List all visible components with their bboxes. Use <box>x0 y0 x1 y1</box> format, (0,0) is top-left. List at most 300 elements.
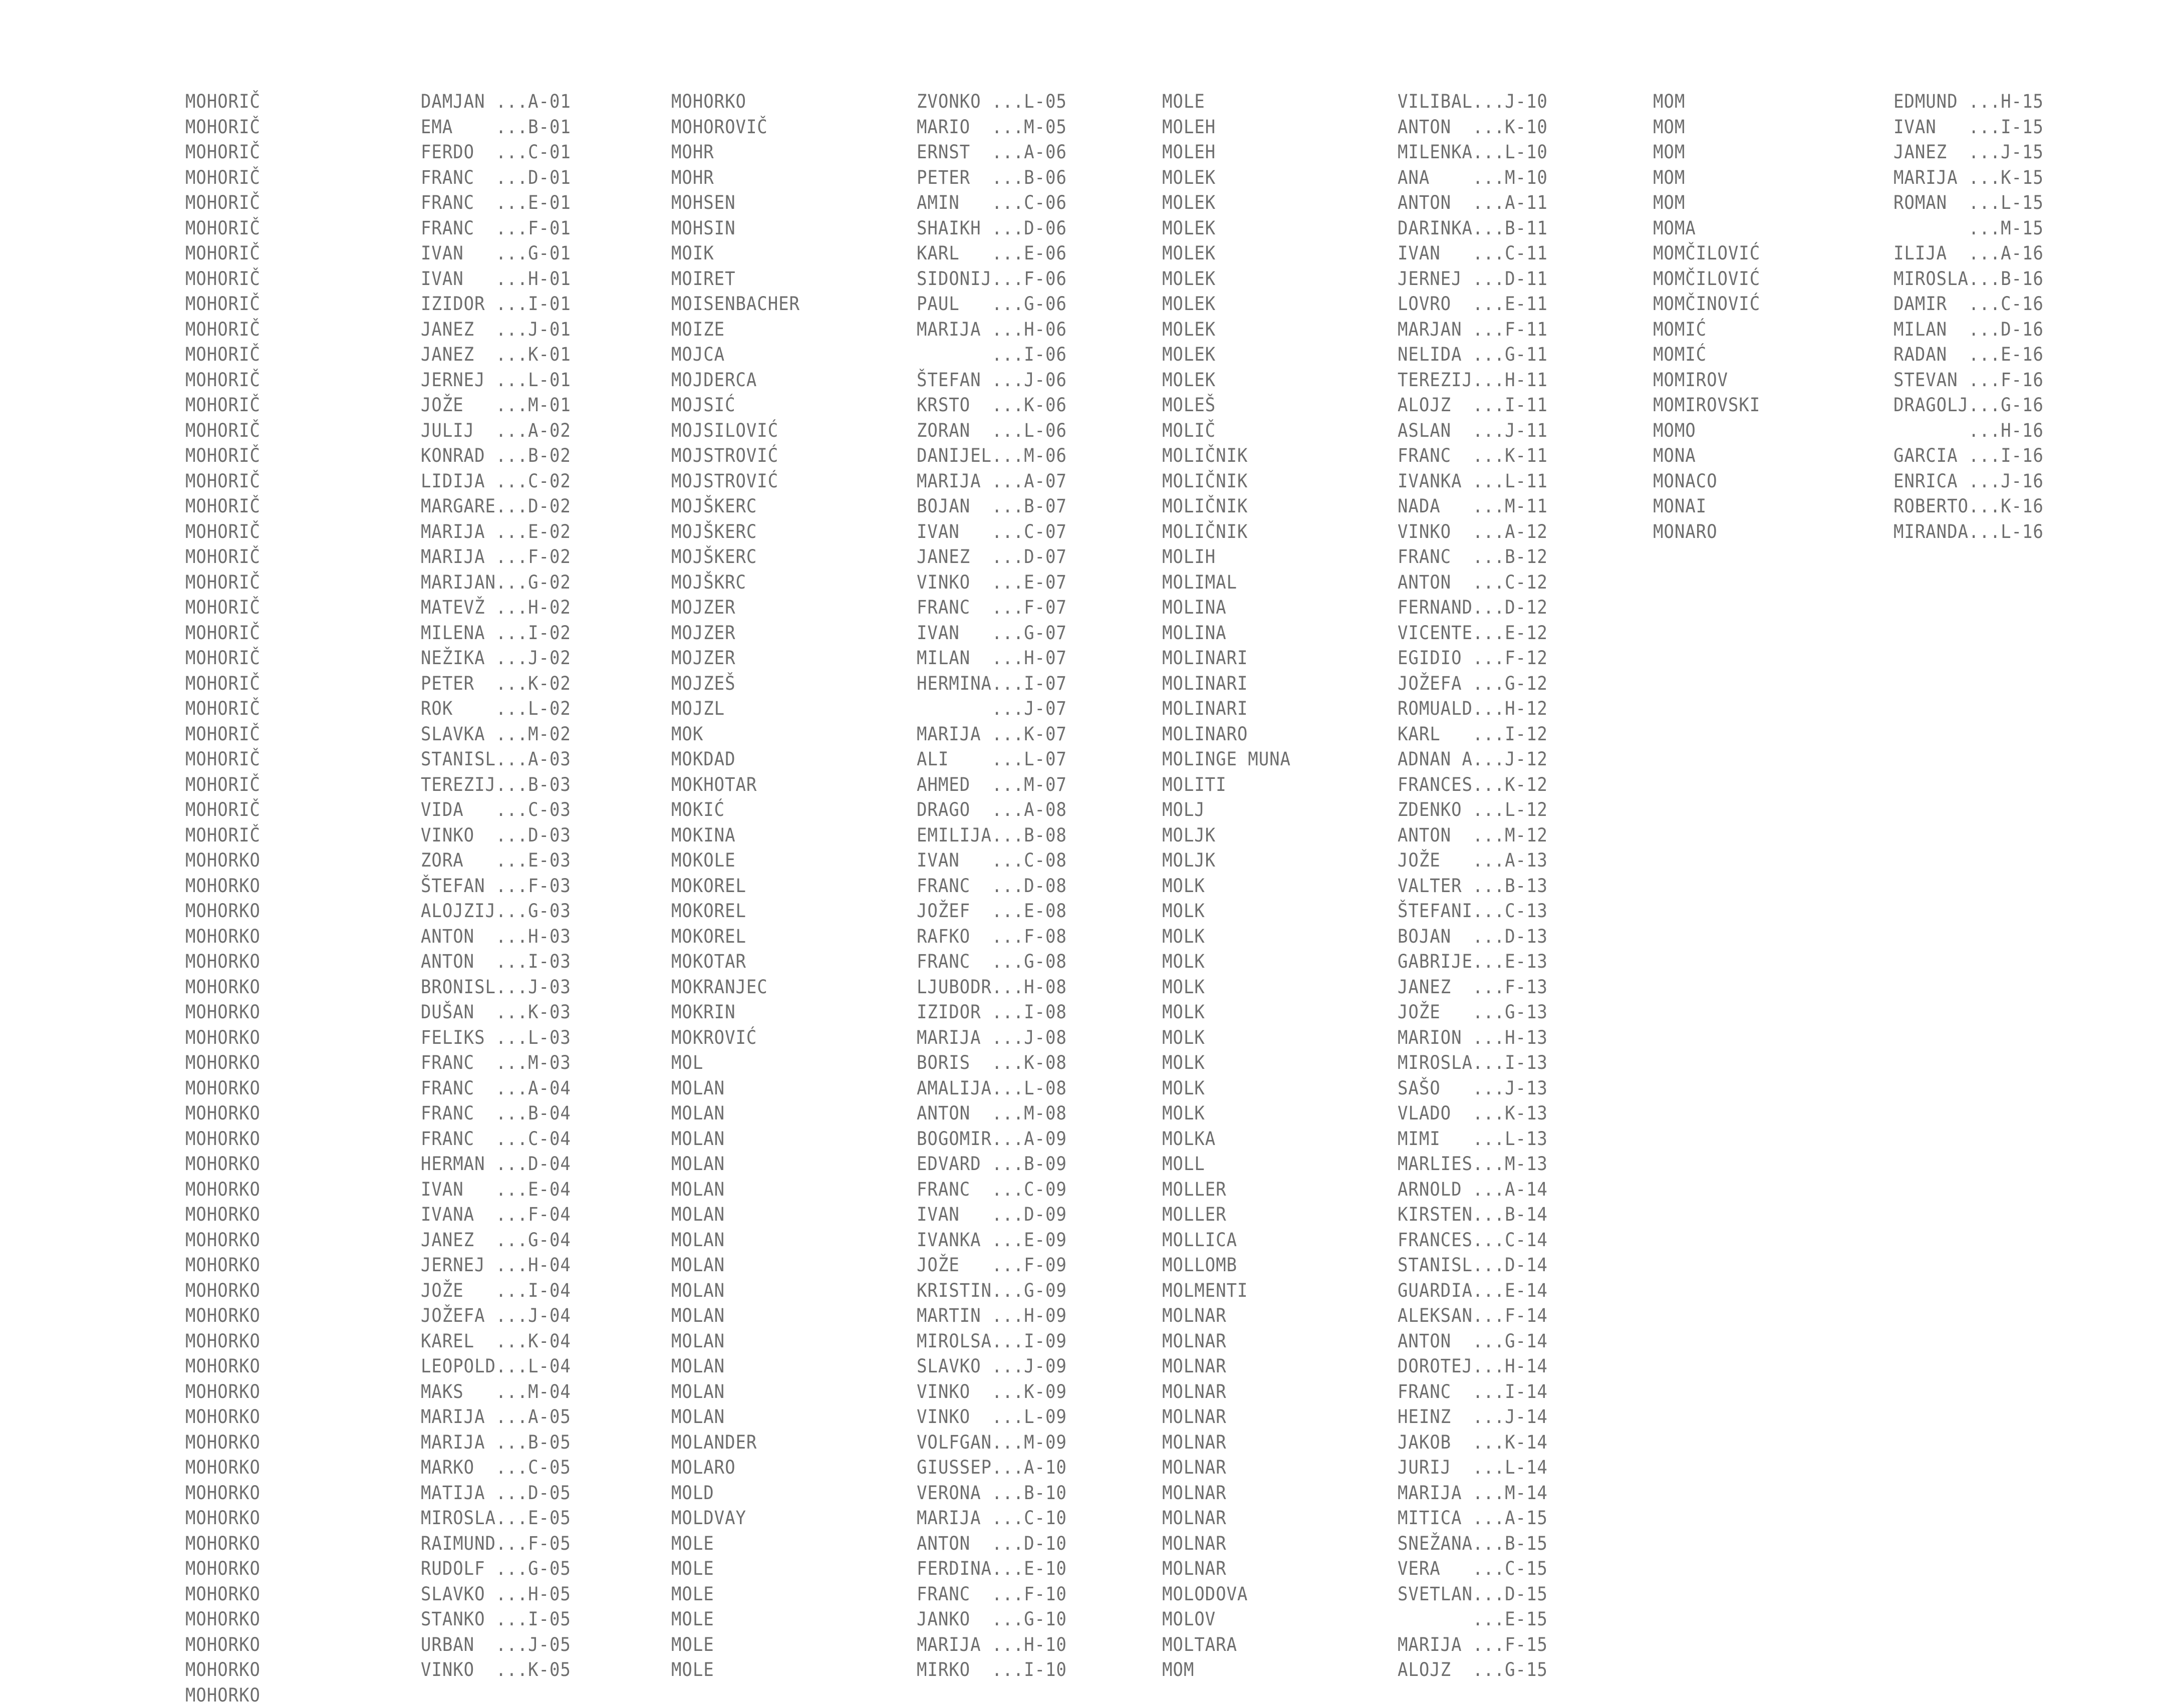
list-item: MOLIH <box>1162 544 1291 570</box>
list-item: JANEZ ...J-15 <box>1893 140 2044 165</box>
list-item: MOLAN <box>671 1278 800 1304</box>
list-item: ALI ...L-07 <box>917 747 1067 772</box>
list-item: MOJZEŠ <box>671 671 800 697</box>
list-item: JAKOB ...K-14 <box>1398 1430 1548 1456</box>
list-item: ANTON ...G-14 <box>1398 1329 1548 1354</box>
list-item: MARLIES...M-13 <box>1398 1152 1548 1177</box>
list-item: MOLE <box>671 1556 800 1582</box>
list-item: FERDINA...E-10 <box>917 1556 1067 1582</box>
list-item: MOLLICA <box>1162 1228 1291 1253</box>
list-item: MOLARO <box>671 1455 800 1481</box>
list-item: MOKOTAR <box>671 949 800 975</box>
list-item: MOKOREL <box>671 874 800 899</box>
list-item: MOM <box>1653 140 1760 165</box>
list-item: MOLK <box>1162 1076 1291 1101</box>
list-item: NEŽIKA ...J-02 <box>421 646 571 671</box>
list-item: MOHORKO <box>185 1278 260 1304</box>
list-item: EDMUND ...H-15 <box>1893 89 2044 115</box>
list-item: JOŽEFA ...G-12 <box>1398 671 1548 697</box>
list-item: DANIJEL...M-06 <box>917 443 1067 469</box>
list-item: MOHORKO <box>185 949 260 975</box>
list-item: FRANC ...A-04 <box>421 1076 571 1101</box>
list-item: JANEZ ...K-01 <box>421 342 571 368</box>
list-item: MOHORKO <box>185 1506 260 1531</box>
list-item: MOHORKO <box>185 1455 260 1481</box>
list-item: MOHORKO <box>185 975 260 1000</box>
list-item: MILENA ...I-02 <box>421 621 571 646</box>
list-item: MOHORKO <box>185 1657 260 1683</box>
given-name-column-1 <box>421 89 584 1683</box>
list-item: ANTON ...A-11 <box>1398 190 1548 216</box>
list-item: MARIJA ...K-07 <box>917 722 1067 747</box>
list-item: ZDENKO ...L-12 <box>1398 797 1548 823</box>
list-item: IVAN ...C-07 <box>917 519 1067 545</box>
list-item: MOM <box>1653 165 1760 191</box>
list-item: MARIJA ...M-14 <box>1398 1481 1548 1506</box>
list-item: FRANC ...F-01 <box>421 216 571 241</box>
list-item: HEINZ ...J-14 <box>1398 1404 1548 1430</box>
list-item: MARIJA ...H-10 <box>917 1632 1067 1658</box>
list-item: MOLK <box>1162 949 1291 975</box>
list-item: LEOPOLD...L-04 <box>421 1354 571 1379</box>
list-item: RUDOLF ...G-05 <box>421 1556 571 1582</box>
list-item: HERMAN ...D-04 <box>421 1152 571 1177</box>
list-item: SAŠO ...J-13 <box>1398 1076 1548 1101</box>
list-item: FRANC ...F-10 <box>917 1582 1067 1607</box>
list-item: MOLNAR <box>1162 1531 1291 1557</box>
list-item: MOLODOVA <box>1162 1582 1291 1607</box>
surname-column-1 <box>185 89 267 1708</box>
list-item: MOLIČNIK <box>1162 469 1291 494</box>
list-item: KARL ...E-06 <box>917 241 1067 266</box>
list-item: JOŽE ...G-13 <box>1398 1000 1548 1025</box>
list-item: MOLK <box>1162 1050 1291 1076</box>
list-item: ERNST ...A-06 <box>917 140 1067 165</box>
list-item: MOLEH <box>1162 115 1291 140</box>
list-item: PETER ...K-02 <box>421 671 571 697</box>
list-item: MOJZER <box>671 646 800 671</box>
list-item: FRANC ...C-04 <box>421 1126 571 1152</box>
surname-column-2 <box>671 89 811 1683</box>
list-item: MOLNAR <box>1162 1556 1291 1582</box>
list-item: MOLITI <box>1162 772 1291 798</box>
list-item: AHMED ...M-07 <box>917 772 1067 798</box>
list-item: MOLJ <box>1162 797 1291 823</box>
list-item: ŠTEFANI...C-13 <box>1398 899 1548 924</box>
list-item: MOHORKO <box>185 848 260 874</box>
list-item: MOHORKO <box>185 1025 260 1051</box>
list-item: MOJCA <box>671 342 800 368</box>
list-item: MOHORKO <box>185 1076 260 1101</box>
list-item: SLAVKO ...H-05 <box>421 1582 571 1607</box>
list-item: MOMIROV <box>1653 368 1760 393</box>
list-item: IVAN ...G-07 <box>917 621 1067 646</box>
list-item: MOJSTROVIĆ <box>671 443 800 469</box>
given-name-column-4 <box>1893 89 2057 544</box>
list-item: FRANC ...B-04 <box>421 1101 571 1126</box>
list-item: JOŽEF ...E-08 <box>917 899 1067 924</box>
list-item: ANTON ...K-10 <box>1398 115 1548 140</box>
list-item: JANEZ ...J-01 <box>421 317 571 343</box>
list-item: MARIJA ...F-15 <box>1398 1632 1548 1658</box>
list-item: MOLLER <box>1162 1202 1291 1228</box>
list-item: MOLEH <box>1162 140 1291 165</box>
list-item: ALEKSAN...F-14 <box>1398 1303 1548 1329</box>
list-item: MOHORIČ <box>185 570 260 596</box>
list-item: ZORA ...E-03 <box>421 848 571 874</box>
list-item: MOJSIĆ <box>671 393 800 418</box>
list-item: MOM <box>1162 1657 1291 1683</box>
list-item: ...J-07 <box>917 696 1067 722</box>
list-item: KONRAD ...B-02 <box>421 443 571 469</box>
list-item: MOLIČNIK <box>1162 443 1291 469</box>
list-item: MOLLER <box>1162 1177 1291 1203</box>
list-item: ARNOLD ...A-14 <box>1398 1177 1548 1203</box>
list-item: JOŽE ...M-01 <box>421 393 571 418</box>
list-item: MITICA ...A-15 <box>1398 1506 1548 1531</box>
list-item: IZIDOR ...I-01 <box>421 292 571 317</box>
list-item: MOKOLE <box>671 848 800 874</box>
list-item: MIROLSA...I-09 <box>917 1329 1067 1354</box>
list-item: MOKIĆ <box>671 797 800 823</box>
list-item: MOMA <box>1653 216 1760 241</box>
list-item: MOHORKO <box>185 1481 260 1506</box>
list-item: JOŽEFA ...J-04 <box>421 1303 571 1329</box>
list-item: MOLNAR <box>1162 1379 1291 1405</box>
list-item: MOLE <box>671 1632 800 1658</box>
list-item: MOHORIČ <box>185 190 260 216</box>
list-item: DAMIR ...C-16 <box>1893 292 2044 317</box>
list-item: VIDA ...C-03 <box>421 797 571 823</box>
list-item: MOHORIČ <box>185 595 260 621</box>
list-item: MOLAN <box>671 1076 800 1101</box>
list-item: GABRIJE...E-13 <box>1398 949 1548 975</box>
list-item: ROBERTO...K-16 <box>1893 494 2044 519</box>
list-item: MOKROVIĆ <box>671 1025 800 1051</box>
list-item: RADAN ...E-16 <box>1893 342 2044 368</box>
list-item: MOLEK <box>1162 266 1291 292</box>
list-item: MOIZE <box>671 317 800 343</box>
list-item: MOLIČ <box>1162 418 1291 444</box>
list-item: MOMIĆ <box>1653 317 1760 343</box>
list-item: MOHORIČ <box>185 418 260 444</box>
list-item: MARJAN ...F-11 <box>1398 317 1548 343</box>
list-item: VALTER ...B-13 <box>1398 874 1548 899</box>
list-item: MOHORIČ <box>185 646 260 671</box>
list-item: MOHR <box>671 140 800 165</box>
list-item: MOLIČNIK <box>1162 519 1291 545</box>
list-item: BRONISL...J-03 <box>421 975 571 1000</box>
list-item: EMILIJA...B-08 <box>917 823 1067 848</box>
list-item: MOLL <box>1162 1152 1291 1177</box>
list-item: MOHR <box>671 165 800 191</box>
list-item: MOLNAR <box>1162 1404 1291 1430</box>
list-item: MOHORIČ <box>185 216 260 241</box>
list-item: MOKOREL <box>671 899 800 924</box>
list-item: MAKS ...M-04 <box>421 1379 571 1405</box>
list-item: MOLK <box>1162 1101 1291 1126</box>
list-item: STANISL...A-03 <box>421 747 571 772</box>
list-item: MOLAN <box>671 1404 800 1430</box>
list-item: MOLINARI <box>1162 671 1291 697</box>
list-item: MOLE <box>671 1657 800 1683</box>
list-item: MOHORKO <box>185 1050 260 1076</box>
list-item: MOLJK <box>1162 848 1291 874</box>
list-item: MOHORIČ <box>185 797 260 823</box>
list-item: STEVAN ...F-16 <box>1893 368 2044 393</box>
list-item: FRANC ...I-14 <box>1398 1379 1548 1405</box>
list-item: MOHORIČ <box>185 140 260 165</box>
list-item: JOŽE ...F-09 <box>917 1253 1067 1278</box>
list-item: SHAIKH ...D-06 <box>917 216 1067 241</box>
list-item: MOLK <box>1162 1025 1291 1051</box>
list-item: MATEVŽ ...H-02 <box>421 595 571 621</box>
list-item: FRANC ...G-08 <box>917 949 1067 975</box>
list-item: IVANKA ...E-09 <box>917 1228 1067 1253</box>
list-item: MARIJA ...J-08 <box>917 1025 1067 1051</box>
list-item: EDVARD ...B-09 <box>917 1152 1067 1177</box>
list-item: MOHORIČ <box>185 393 260 418</box>
list-item: MONA <box>1653 443 1760 469</box>
list-item: DARINKA...B-11 <box>1398 216 1548 241</box>
list-item: MOLNAR <box>1162 1506 1291 1531</box>
list-item: ALOJZ ...I-11 <box>1398 393 1548 418</box>
list-item: MOHORKO <box>185 1152 260 1177</box>
list-item: MOHORKO <box>185 1329 260 1354</box>
list-item: MARIJA ...E-02 <box>421 519 571 545</box>
list-item: FRANC ...E-01 <box>421 190 571 216</box>
list-item: MOLEK <box>1162 292 1291 317</box>
list-item: NADA ...M-11 <box>1398 494 1548 519</box>
list-item: MOHORIČ <box>185 292 260 317</box>
list-item: MOHORKO <box>185 1430 260 1456</box>
list-item: MOLOV <box>1162 1607 1291 1632</box>
list-item: IVAN ...I-15 <box>1893 115 2044 140</box>
list-item: MOJŠKRC <box>671 570 800 596</box>
list-item: ...H-16 <box>1893 418 2044 444</box>
list-item: MOLAN <box>671 1303 800 1329</box>
list-item: DUŠAN ...K-03 <box>421 1000 571 1025</box>
list-item: MOHORIČ <box>185 266 260 292</box>
list-item: MOLIČNIK <box>1162 494 1291 519</box>
list-item: MOHORKO <box>185 1228 260 1253</box>
list-item: MOHORKO <box>671 89 800 115</box>
list-item: MONACO <box>1653 469 1760 494</box>
list-item: MOHORIČ <box>185 494 260 519</box>
list-item: ANTON ...M-08 <box>917 1101 1067 1126</box>
list-item: MIRANDA...L-16 <box>1893 519 2044 545</box>
list-item: FRANC ...D-08 <box>917 874 1067 899</box>
list-item: BOJAN ...D-13 <box>1398 924 1548 950</box>
list-item: ALOJZ ...G-15 <box>1398 1657 1548 1683</box>
list-item: JOŽE ...I-04 <box>421 1278 571 1304</box>
list-item: MOISENBACHER <box>671 292 800 317</box>
list-item: SLAVKA ...M-02 <box>421 722 571 747</box>
list-item: SIDONIJ...F-06 <box>917 266 1067 292</box>
list-item: MOHORIČ <box>185 747 260 772</box>
list-item: MOLEK <box>1162 216 1291 241</box>
list-item: MOKRANJEC <box>671 975 800 1000</box>
list-item: MOLE <box>671 1607 800 1632</box>
list-item: MOJŠKERC <box>671 544 800 570</box>
list-item: TEREZIJ...B-03 <box>421 772 571 798</box>
list-item: FRANC ...B-12 <box>1398 544 1548 570</box>
list-item: FRANC ...K-11 <box>1398 443 1548 469</box>
list-item: FERDO ...C-01 <box>421 140 571 165</box>
list-item: MOLAN <box>671 1152 800 1177</box>
list-item: MARIJA ...K-15 <box>1893 165 2044 191</box>
list-item: VINKO ...L-09 <box>917 1404 1067 1430</box>
list-item: MOLNAR <box>1162 1430 1291 1456</box>
list-item: IVAN ...H-01 <box>421 266 571 292</box>
list-item: MARION ...H-13 <box>1398 1025 1548 1051</box>
list-item: MOHORKO <box>185 1404 260 1430</box>
list-item: RAFKO ...F-08 <box>917 924 1067 950</box>
list-item: JERNEJ ...D-11 <box>1398 266 1548 292</box>
list-item: KRSTO ...K-06 <box>917 393 1067 418</box>
list-item: MOLDVAY <box>671 1506 800 1531</box>
list-item: MOHORIČ <box>185 621 260 646</box>
list-item: MILENKA...L-10 <box>1398 140 1548 165</box>
list-item: EMA ...B-01 <box>421 115 571 140</box>
list-item: LOVRO ...E-11 <box>1398 292 1548 317</box>
list-item: MOHORKO <box>185 1379 260 1405</box>
list-item: VILIBAL...J-10 <box>1398 89 1548 115</box>
list-item: MOHSEN <box>671 190 800 216</box>
list-item: MARIJA ...A-05 <box>421 1404 571 1430</box>
list-item: MOHORKO <box>185 874 260 899</box>
list-item: AMALIJA...L-08 <box>917 1076 1067 1101</box>
list-item: MOLAN <box>671 1253 800 1278</box>
list-item: MARIO ...M-05 <box>917 115 1067 140</box>
list-item: MOLK <box>1162 1000 1291 1025</box>
list-item: MOLAN <box>671 1177 800 1203</box>
list-item: MOLEK <box>1162 317 1291 343</box>
list-item: MOKOREL <box>671 924 800 950</box>
list-item: MOKRIN <box>671 1000 800 1025</box>
list-item: MOHORKO <box>185 1101 260 1126</box>
list-item: MOHORKO <box>185 1303 260 1329</box>
list-item: MOIK <box>671 241 800 266</box>
list-item: MOLEK <box>1162 342 1291 368</box>
list-item: MOHORIČ <box>185 342 260 368</box>
list-item: MOLAN <box>671 1126 800 1152</box>
list-item: ŠTEFAN ...J-06 <box>917 368 1067 393</box>
list-item: DRAGO ...A-08 <box>917 797 1067 823</box>
list-item: ...I-06 <box>917 342 1067 368</box>
list-item: MOHORIČ <box>185 469 260 494</box>
list-item: FERNAND...D-12 <box>1398 595 1548 621</box>
list-item: MOLAN <box>671 1228 800 1253</box>
list-item: MOLNAR <box>1162 1303 1291 1329</box>
list-item: BORIS ...K-08 <box>917 1050 1067 1076</box>
list-item: MOLINA <box>1162 621 1291 646</box>
list-item: MOLNAR <box>1162 1329 1291 1354</box>
list-item: MOHORKO <box>185 1202 260 1228</box>
list-item: MOHORIČ <box>185 443 260 469</box>
list-item: MOHORIČ <box>185 89 260 115</box>
list-item: LIDIJA ...C-02 <box>421 469 571 494</box>
list-item: MOLINGE MUNA <box>1162 747 1291 772</box>
list-item: ASLAN ...J-11 <box>1398 418 1548 444</box>
list-item: JULIJ ...A-02 <box>421 418 571 444</box>
list-item: MOLNAR <box>1162 1481 1291 1506</box>
list-item: LJUBODR...H-08 <box>917 975 1067 1000</box>
list-item: RAIMUND...F-05 <box>421 1531 571 1557</box>
list-item: FELIKS ...L-03 <box>421 1025 571 1051</box>
list-item: MARIJA ...B-05 <box>421 1430 571 1456</box>
list-item: PAUL ...G-06 <box>917 292 1067 317</box>
list-item: IVAN ...D-09 <box>917 1202 1067 1228</box>
list-item: PETER ...B-06 <box>917 165 1067 191</box>
list-item: MOHORIČ <box>185 519 260 545</box>
list-item: MONARO <box>1653 519 1760 545</box>
list-item: ANTON ...D-10 <box>917 1531 1067 1557</box>
list-item: MOHORKO <box>185 924 260 950</box>
list-item: HERMINA...I-07 <box>917 671 1067 697</box>
list-item: FRANCES...K-12 <box>1398 772 1548 798</box>
list-item: MOLEK <box>1162 241 1291 266</box>
list-item: MOLAN <box>671 1202 800 1228</box>
list-item: MOMČINOVIĆ <box>1653 292 1760 317</box>
list-item: IVAN ...C-11 <box>1398 241 1548 266</box>
list-item: MOHORIČ <box>185 823 260 848</box>
list-item: ANTON ...C-12 <box>1398 570 1548 596</box>
list-item: MOHORIČ <box>185 722 260 747</box>
list-item: ŠTEFAN ...F-03 <box>421 874 571 899</box>
list-item: MOJŠKERC <box>671 519 800 545</box>
list-item: MOLE <box>671 1582 800 1607</box>
list-item: MOLKA <box>1162 1126 1291 1152</box>
list-item: ANA ...M-10 <box>1398 165 1548 191</box>
list-item: MOK <box>671 722 800 747</box>
list-item: ANTON ...I-03 <box>421 949 571 975</box>
list-item: URBAN ...J-05 <box>421 1632 571 1658</box>
list-item: ALOJZIJ...G-03 <box>421 899 571 924</box>
list-item: TEREZIJ...H-11 <box>1398 368 1548 393</box>
list-item: MOHORKO <box>185 1632 260 1658</box>
list-item: MOLE <box>671 1531 800 1557</box>
list-item: GIUSSEP...A-10 <box>917 1455 1067 1481</box>
list-item: MIROSLA...I-13 <box>1398 1050 1548 1076</box>
surname-column-3 <box>1162 89 1302 1683</box>
list-item: MATIJA ...D-05 <box>421 1481 571 1506</box>
list-item: MILAN ...D-16 <box>1893 317 2044 343</box>
list-item: FRANC ...F-07 <box>917 595 1067 621</box>
list-item: MOHORIČ <box>185 696 260 722</box>
list-item: MOHORKO <box>185 1556 260 1582</box>
list-item: MOKHOTAR <box>671 772 800 798</box>
list-item: VINKO ...K-09 <box>917 1379 1067 1405</box>
list-item: VERONA ...B-10 <box>917 1481 1067 1506</box>
list-item: MOLK <box>1162 899 1291 924</box>
list-item: MOLTARA <box>1162 1632 1291 1658</box>
list-item: MOLEK <box>1162 368 1291 393</box>
list-item: MOLK <box>1162 975 1291 1000</box>
list-item: MOHORIČ <box>185 317 260 343</box>
list-item: MOHORKO <box>185 1126 260 1152</box>
list-item: FRANCES...C-14 <box>1398 1228 1548 1253</box>
list-item: DAMJAN ...A-01 <box>421 89 571 115</box>
list-item: MIROSLA...B-16 <box>1893 266 2044 292</box>
given-name-column-3 <box>1398 89 1561 1683</box>
list-item: IVANA ...F-04 <box>421 1202 571 1228</box>
list-item: GUARDIA...E-14 <box>1398 1278 1548 1304</box>
list-item: MONAI <box>1653 494 1760 519</box>
list-item: MOHORKO <box>185 1354 260 1379</box>
list-item: MOLD <box>671 1481 800 1506</box>
list-item: VINKO ...K-05 <box>421 1657 571 1683</box>
